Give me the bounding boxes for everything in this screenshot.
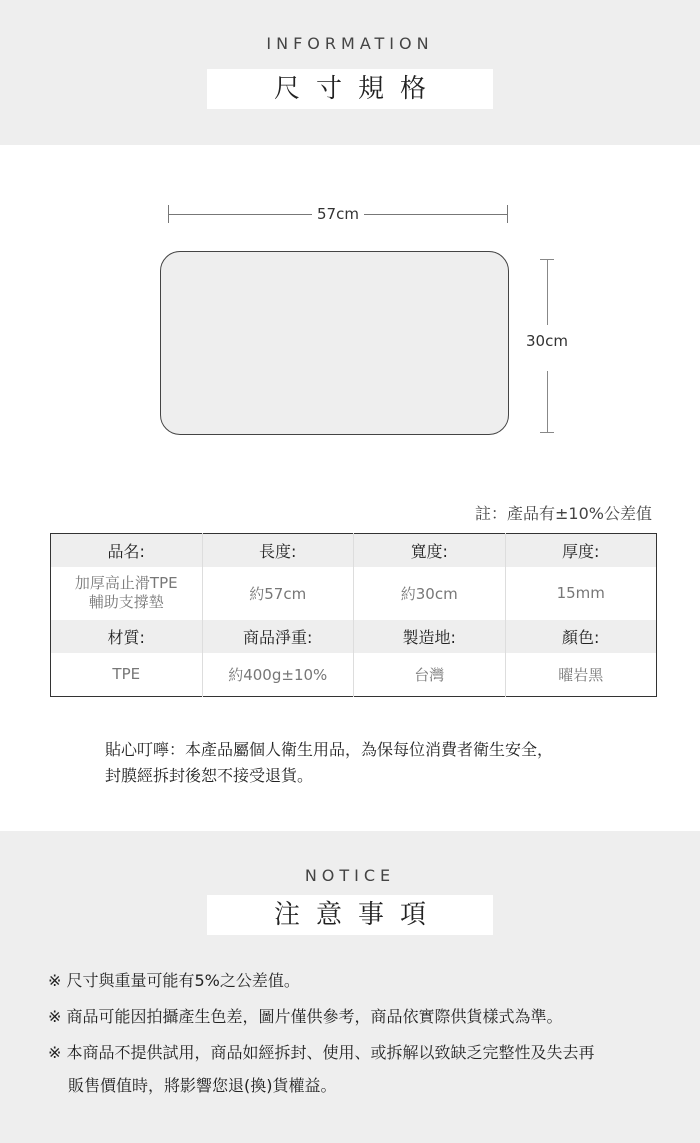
- spec-table: [50, 533, 657, 697]
- mat-illustration: [160, 251, 509, 435]
- width-dimension: [168, 205, 508, 223]
- height-tick-bottom: [540, 432, 554, 433]
- value-cell-product-name: [51, 567, 203, 620]
- notice-eyebrow: NOTICE: [304, 866, 396, 885]
- table-row: [51, 653, 657, 697]
- height-label: 30cm: [526, 332, 568, 350]
- tip-line: 封膜經拆封後恕不接受退貨。: [105, 766, 314, 785]
- list-item: ※ 商品可能因拍攝產生色差，圖片僅供參考，商品依實際供貨樣式為準。: [48, 1007, 563, 1026]
- information-title: 尺寸規格: [207, 69, 493, 109]
- information-eyebrow: INFORMATION: [266, 34, 434, 53]
- tip-line: 貼心叮嚀：本產品屬個人衛生用品，為保每位消費者衛生安全，: [105, 740, 554, 759]
- table-row: [51, 534, 657, 567]
- value-cell: 15mm: [505, 567, 657, 620]
- width-label: 57cm: [312, 205, 364, 223]
- header-cell: 材質:: [51, 620, 203, 653]
- value-cell: 約400g±10%: [202, 653, 354, 697]
- header-cell: 商品淨重:: [202, 620, 354, 653]
- notice-list: [48, 964, 668, 1102]
- value-cell: 約57cm: [202, 567, 354, 620]
- value-cell: 約30cm: [354, 567, 506, 620]
- table-row: [51, 567, 657, 620]
- height-line-bottom: [547, 371, 548, 433]
- header-cell: 顏色:: [505, 620, 657, 653]
- header-cell: 長度:: [202, 534, 354, 567]
- table-row: [51, 620, 657, 653]
- list-item: ※ 本商品不提供試用，商品如經拆封、使用、或拆解以致缺乏完整性及失去再: [48, 1043, 595, 1062]
- header-cell: 製造地:: [354, 620, 506, 653]
- height-line-top: [547, 259, 548, 325]
- value-cell: TPE: [51, 653, 203, 697]
- header-cell: 品名:: [51, 534, 203, 567]
- hygiene-tip: [105, 737, 553, 789]
- value-cell: 台灣: [354, 653, 506, 697]
- list-item-continuation: 販售價值時，將影響您退(換)貨權益。: [68, 1076, 337, 1095]
- list-item: ※ 尺寸與重量可能有5%之公差值。: [48, 971, 300, 990]
- product-name-text: 加厚高止滑TPE 輔助支撐墊: [74, 574, 178, 611]
- value-cell: 曜岩黑: [505, 653, 657, 697]
- header-cell: 寬度:: [354, 534, 506, 567]
- notice-title: 注意事項: [207, 895, 493, 935]
- header-cell: 厚度:: [505, 534, 657, 567]
- information-header: [0, 0, 700, 145]
- tolerance-note: 註：產品有±10%公差值: [475, 504, 652, 523]
